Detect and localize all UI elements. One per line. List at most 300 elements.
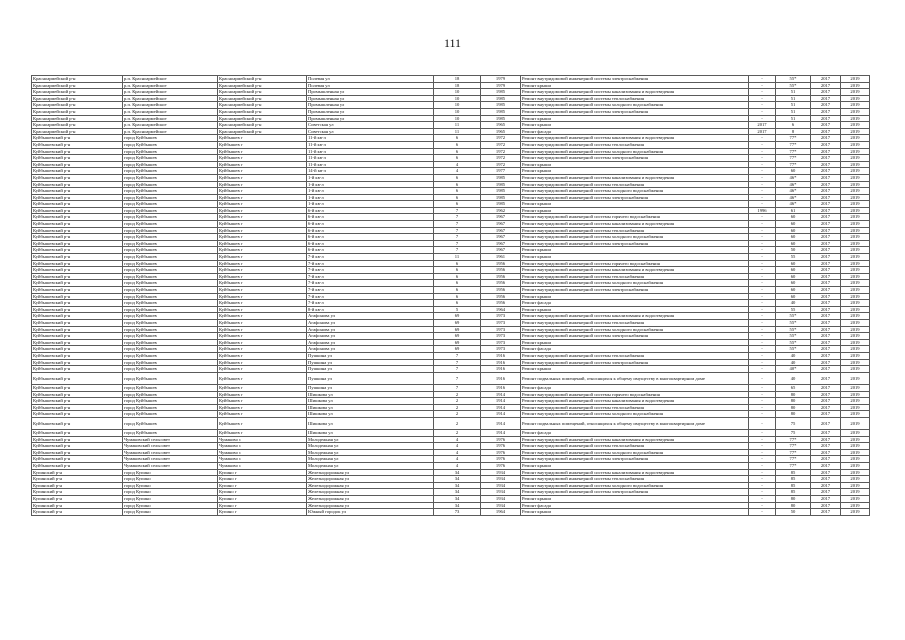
cell-house: 69: [434, 339, 481, 346]
cell-house: 4: [434, 161, 481, 168]
table-row: [32, 227, 870, 234]
cell-year-a: -: [749, 214, 776, 221]
cell-year-a: -: [749, 82, 776, 89]
cell-year-built: 1914: [481, 430, 521, 437]
cell-year-to: 2019: [841, 240, 870, 247]
cell-year-from: 2017: [811, 240, 841, 247]
cell-year-b: 40: [776, 359, 811, 366]
cell-street: Шишкова ул: [307, 404, 434, 411]
cell-year-a: -: [749, 509, 776, 516]
table-row: [32, 300, 870, 307]
cell-settlement: город Куйбышев: [123, 430, 218, 437]
cell-street: 7-й кв-л: [307, 300, 434, 307]
cell-municipality: Чумаково с: [218, 443, 307, 450]
cell-settlement: р.п. Красноармейское: [123, 128, 218, 135]
cell-house: 34: [434, 469, 481, 476]
cell-work-type: Ремонт внутридомовой инженерной системы канализования и водоотведения: [521, 174, 749, 181]
cell-municipality: Куйбышев г: [218, 174, 307, 181]
cell-house: 34: [434, 489, 481, 496]
cell-district: Красноармейский р-н: [32, 102, 123, 109]
cell-house: 2: [434, 404, 481, 411]
table-row: [32, 509, 870, 516]
table-row: [32, 148, 870, 155]
cell-year-a: -: [749, 201, 776, 208]
cell-municipality: Чумаково с: [218, 449, 307, 456]
cell-settlement: город Купино: [123, 502, 218, 509]
cell-year-to: 2019: [841, 108, 870, 115]
cell-year-from: 2017: [811, 509, 841, 516]
cell-settlement: город Купино: [123, 469, 218, 476]
cell-work-type: Ремонт внутридомовой инженерной системы канализования и водоотведения: [521, 89, 749, 96]
cell-year-a: -: [749, 456, 776, 463]
cell-year-to: 2019: [841, 319, 870, 326]
cell-year-b: 46*: [776, 181, 811, 188]
cell-street: Агафонова ул: [307, 326, 434, 333]
cell-year-from: 2017: [811, 128, 841, 135]
cell-settlement: город Куйбышев: [123, 352, 218, 359]
cell-house: 11: [434, 254, 481, 261]
cell-year-built: 1972: [481, 148, 521, 155]
table-row: [32, 168, 870, 175]
cell-year-a: -: [749, 489, 776, 496]
cell-year-built: 1916: [481, 352, 521, 359]
cell-year-from: 2017: [811, 306, 841, 313]
cell-work-type: Ремонт внутридомовой инженерной системы теплоснабжения: [521, 476, 749, 483]
cell-year-b: 60: [776, 214, 811, 221]
cell-year-b: 51: [776, 89, 811, 96]
cell-district: Купинский р-н: [32, 476, 123, 483]
cell-work-type: Ремонт внутридомовой инженерной системы электроснабжения: [521, 108, 749, 115]
cell-year-from: 2017: [811, 148, 841, 155]
cell-year-from: 2017: [811, 280, 841, 287]
cell-district: Куйбышевский р-н: [32, 300, 123, 307]
cell-municipality: Красноармейский р-н: [218, 122, 307, 129]
cell-year-built: 1934: [481, 476, 521, 483]
table-row: [32, 411, 870, 418]
cell-street: 11-й кв-л: [307, 148, 434, 155]
cell-year-a: -: [749, 384, 776, 391]
cell-house: 6: [434, 293, 481, 300]
cell-district: Купинский р-н: [32, 509, 123, 516]
cell-year-to: 2019: [841, 502, 870, 509]
cell-municipality: Куйбышев г: [218, 135, 307, 142]
cell-year-b: 55*: [776, 313, 811, 320]
cell-district: Красноармейский р-н: [32, 128, 123, 135]
cell-year-built: 1979: [481, 82, 521, 89]
cell-year-b: 80: [776, 496, 811, 503]
cell-street: 11-й кв-л: [307, 141, 434, 148]
cell-year-built: 1972: [481, 161, 521, 168]
cell-year-b: 60: [776, 273, 811, 280]
cell-settlement: город Куйбышев: [123, 280, 218, 287]
cell-year-from: 2017: [811, 449, 841, 456]
cell-year-a: -: [749, 313, 776, 320]
cell-district: Куйбышевский р-н: [32, 240, 123, 247]
cell-year-to: 2019: [841, 161, 870, 168]
cell-street: 6-й кв-л: [307, 214, 434, 221]
cell-year-from: 2017: [811, 359, 841, 366]
cell-year-built: 1965: [481, 122, 521, 129]
cell-year-b: 85: [776, 476, 811, 483]
cell-work-type: Ремонт внутридомовой инженерной системы канализования и водоотведения: [521, 313, 749, 320]
cell-year-from: 2017: [811, 247, 841, 254]
cell-year-from: 2017: [811, 82, 841, 89]
cell-street: Полевая ул: [307, 82, 434, 89]
cell-year-to: 2019: [841, 443, 870, 450]
cell-work-type: Ремонт внутридомовой инженерной системы холодного водоснабжения: [521, 411, 749, 418]
cell-street: Советская ул: [307, 128, 434, 135]
cell-year-b: 60: [776, 287, 811, 294]
cell-year-a: -: [749, 141, 776, 148]
cell-year-b: 55*: [776, 319, 811, 326]
cell-year-built: 1985: [481, 115, 521, 122]
cell-year-built: 1973: [481, 333, 521, 340]
cell-year-built: 1976: [481, 436, 521, 443]
cell-year-a: 1996: [749, 207, 776, 214]
cell-work-type: Ремонт внутридомовой инженерной системы канализования и водоотведения: [521, 221, 749, 228]
cell-year-to: 2019: [841, 201, 870, 208]
cell-settlement: город Купино: [123, 482, 218, 489]
cell-year-b: 8: [776, 128, 811, 135]
cell-year-to: 2019: [841, 430, 870, 437]
cell-settlement: город Куйбышев: [123, 188, 218, 195]
cell-house: 6: [434, 135, 481, 142]
cell-year-b: 55*: [776, 82, 811, 89]
cell-street: 1-й кв-л: [307, 201, 434, 208]
cell-year-to: 2019: [841, 482, 870, 489]
cell-settlement: город Куйбышев: [123, 287, 218, 294]
cell-house: 2: [434, 398, 481, 405]
cell-house: 69: [434, 319, 481, 326]
cell-year-to: 2019: [841, 148, 870, 155]
cell-year-built: 1972: [481, 135, 521, 142]
cell-year-from: 2017: [811, 194, 841, 201]
cell-work-type: Ремонт внутридомовой инженерной системы холодного водоснабжения: [521, 148, 749, 155]
cell-year-to: 2019: [841, 254, 870, 261]
cell-year-b: 60: [776, 280, 811, 287]
cell-house: 7: [434, 384, 481, 391]
cell-year-from: 2017: [811, 417, 841, 429]
cell-settlement: р.п. Красноармейское: [123, 115, 218, 122]
table-row: [32, 333, 870, 340]
cell-year-from: 2017: [811, 168, 841, 175]
cell-district: Куйбышевский р-н: [32, 411, 123, 418]
cell-year-b: 60: [776, 293, 811, 300]
cell-street: 7-й кв-л: [307, 293, 434, 300]
cell-settlement: Чумаковский сельсовет: [123, 436, 218, 443]
cell-year-a: -: [749, 366, 776, 373]
cell-year-a: -: [749, 280, 776, 287]
cell-settlement: город Куйбышев: [123, 366, 218, 373]
cell-year-to: 2019: [841, 128, 870, 135]
cell-district: Куйбышевский р-н: [32, 404, 123, 411]
cell-street: Шишкова ул: [307, 398, 434, 405]
cell-year-from: 2017: [811, 430, 841, 437]
cell-district: Красноармейский р-н: [32, 115, 123, 122]
cell-street: 6-й кв-л: [307, 240, 434, 247]
cell-year-b: 6: [776, 122, 811, 129]
cell-year-built: 1973: [481, 319, 521, 326]
table-row: [32, 89, 870, 96]
cell-year-to: 2019: [841, 449, 870, 456]
cell-house: 34: [434, 482, 481, 489]
cell-municipality: Куйбышев г: [218, 339, 307, 346]
cell-municipality: Куйбышев г: [218, 273, 307, 280]
cell-year-from: 2017: [811, 333, 841, 340]
cell-street: Железнодорожная ул: [307, 489, 434, 496]
cell-settlement: город Куйбышев: [123, 221, 218, 228]
cell-work-type: Ремонт крыши: [521, 122, 749, 129]
cell-settlement: город Куйбышев: [123, 398, 218, 405]
cell-district: Красноармейский р-н: [32, 95, 123, 102]
cell-house: 6: [434, 188, 481, 195]
table-row: [32, 115, 870, 122]
cell-year-a: -: [749, 267, 776, 274]
cell-work-type: Ремонт фасада: [521, 430, 749, 437]
cell-settlement: город Куйбышев: [123, 214, 218, 221]
cell-work-type: Ремонт внутридомовой инженерной системы холодного водоснабжения: [521, 280, 749, 287]
table-row: [32, 417, 870, 429]
cell-year-to: 2019: [841, 509, 870, 516]
cell-settlement: город Куйбышев: [123, 161, 218, 168]
cell-district: Куйбышевский р-н: [32, 201, 123, 208]
cell-municipality: Куйбышев г: [218, 404, 307, 411]
cell-street: 7-й кв-л: [307, 273, 434, 280]
cell-year-b: 80: [776, 391, 811, 398]
cell-year-built: 1916: [481, 372, 521, 384]
table-row: [32, 384, 870, 391]
cell-street: Железнодорожная ул: [307, 469, 434, 476]
cell-work-type: Ремонт внутридомовой инженерной системы теплоснабжения: [521, 95, 749, 102]
cell-year-b: 55: [776, 306, 811, 313]
cell-municipality: Куйбышев г: [218, 194, 307, 201]
cell-year-a: -: [749, 108, 776, 115]
cell-street: Железнодорожная ул: [307, 496, 434, 503]
cell-work-type: Ремонт внутридомовой инженерной системы электроснабжения: [521, 333, 749, 340]
cell-district: Куйбышевский р-н: [32, 234, 123, 241]
cell-settlement: город Куйбышев: [123, 267, 218, 274]
cell-year-b: 75: [776, 417, 811, 429]
cell-settlement: город Куйбышев: [123, 384, 218, 391]
cell-year-from: 2017: [811, 287, 841, 294]
cell-house: 6: [434, 201, 481, 208]
cell-street: 11-й кв-л: [307, 155, 434, 162]
cell-settlement: город Куйбышев: [123, 404, 218, 411]
cell-street: Шишкова ул: [307, 391, 434, 398]
cell-year-b: 60: [776, 168, 811, 175]
cell-house: 7: [434, 352, 481, 359]
cell-year-built: 1965: [481, 128, 521, 135]
cell-house: 4: [434, 443, 481, 450]
cell-year-to: 2019: [841, 214, 870, 221]
cell-street: Молодежная ул: [307, 456, 434, 463]
cell-district: Куйбышевский р-н: [32, 135, 123, 142]
cell-year-a: -: [749, 319, 776, 326]
cell-work-type: Ремонт внутридомовой инженерной системы электроснабжения: [521, 287, 749, 294]
table-row: [32, 436, 870, 443]
cell-year-from: 2017: [811, 122, 841, 129]
table-row: [32, 449, 870, 456]
cell-year-b: 80: [776, 404, 811, 411]
cell-year-a: -: [749, 240, 776, 247]
cell-work-type: Ремонт внутридомовой инженерной системы электроснабжения: [521, 76, 749, 83]
table-row: [32, 76, 870, 83]
cell-street: Полевая ул: [307, 76, 434, 83]
cell-house: 6: [434, 267, 481, 274]
cell-district: Куйбышевский р-н: [32, 254, 123, 261]
cell-year-to: 2019: [841, 352, 870, 359]
cell-year-a: -: [749, 247, 776, 254]
cell-year-built: 1967: [481, 247, 521, 254]
cell-year-b: 77*: [776, 443, 811, 450]
cell-year-to: 2019: [841, 207, 870, 214]
cell-year-b: 60: [776, 240, 811, 247]
cell-year-a: -: [749, 95, 776, 102]
cell-municipality: Купино г: [218, 509, 307, 516]
cell-year-built: 1956: [481, 287, 521, 294]
table-row: [32, 267, 870, 274]
cell-year-from: 2017: [811, 95, 841, 102]
cell-work-type: Ремонт крыши: [521, 366, 749, 373]
table-row: [32, 489, 870, 496]
cell-municipality: Купино г: [218, 476, 307, 483]
cell-year-b: 77*: [776, 161, 811, 168]
cell-year-to: 2019: [841, 181, 870, 188]
cell-settlement: город Куйбышев: [123, 135, 218, 142]
cell-year-a: -: [749, 221, 776, 228]
cell-settlement: город Куйбышев: [123, 201, 218, 208]
cell-work-type: Ремонт внутридомовой инженерной системы холодного водоснабжения: [521, 188, 749, 195]
cell-street: 14-й кв-л: [307, 168, 434, 175]
cell-work-type: Ремонт внутридомовой инженерной системы теплоснабжения: [521, 443, 749, 450]
cell-municipality: Куйбышев г: [218, 346, 307, 353]
cell-district: Куйбышевский р-н: [32, 181, 123, 188]
cell-year-to: 2019: [841, 115, 870, 122]
cell-year-b: 51: [776, 108, 811, 115]
cell-year-a: -: [749, 102, 776, 109]
cell-year-b: 51: [776, 115, 811, 122]
cell-district: Куйбышевский р-н: [32, 293, 123, 300]
cell-year-built: 1956: [481, 267, 521, 274]
cell-district: Куйбышевский р-н: [32, 174, 123, 181]
cell-district: Куйбышевский р-н: [32, 352, 123, 359]
cell-year-built: 1914: [481, 404, 521, 411]
cell-year-from: 2017: [811, 456, 841, 463]
cell-street: 6-й кв-л: [307, 227, 434, 234]
cell-settlement: город Куйбышев: [123, 333, 218, 340]
cell-house: 10: [434, 89, 481, 96]
cell-year-from: 2017: [811, 352, 841, 359]
cell-year-built: 1976: [481, 456, 521, 463]
cell-year-from: 2017: [811, 201, 841, 208]
table-row: [32, 456, 870, 463]
cell-municipality: Куйбышев г: [218, 300, 307, 307]
cell-year-a: -: [749, 234, 776, 241]
table-row: [32, 346, 870, 353]
cell-work-type: Ремонт внутридомовой инженерной системы теплоснабжения: [521, 227, 749, 234]
cell-year-a: -: [749, 436, 776, 443]
cell-house: 7: [434, 240, 481, 247]
cell-year-a: 2017: [749, 128, 776, 135]
cell-work-type: Ремонт внутридомовой инженерной системы горячего водоснабжения: [521, 214, 749, 221]
cell-year-a: -: [749, 496, 776, 503]
cell-year-to: 2019: [841, 221, 870, 228]
table-row: [32, 359, 870, 366]
cell-work-type: Ремонт внутридомовой инженерной системы холодного водоснабжения: [521, 102, 749, 109]
cell-municipality: Куйбышев г: [218, 366, 307, 373]
cell-year-to: 2019: [841, 227, 870, 234]
cell-year-built: 1967: [481, 234, 521, 241]
cell-year-to: 2019: [841, 287, 870, 294]
cell-year-a: -: [749, 135, 776, 142]
cell-settlement: город Куйбышев: [123, 319, 218, 326]
cell-house: 4: [434, 168, 481, 175]
cell-year-a: -: [749, 300, 776, 307]
cell-work-type: Ремонт внутридомовой инженерной системы канализования и водоотведения: [521, 398, 749, 405]
cell-municipality: Куйбышев г: [218, 313, 307, 320]
cell-year-from: 2017: [811, 254, 841, 261]
cell-year-b: 55: [776, 254, 811, 261]
cell-year-b: 60: [776, 267, 811, 274]
cell-work-type: Ремонт фасада: [521, 128, 749, 135]
cell-year-a: -: [749, 254, 776, 261]
cell-year-b: 85: [776, 489, 811, 496]
cell-street: Советская ул: [307, 122, 434, 129]
cell-year-from: 2017: [811, 300, 841, 307]
cell-year-built: 1914: [481, 417, 521, 429]
cell-municipality: Чумаково с: [218, 456, 307, 463]
cell-work-type: Ремонт фасада: [521, 300, 749, 307]
cell-year-a: -: [749, 89, 776, 96]
cell-district: Куйбышевский р-н: [32, 398, 123, 405]
cell-district: Куйбышевский р-н: [32, 359, 123, 366]
cell-year-to: 2019: [841, 404, 870, 411]
cell-year-a: -: [749, 443, 776, 450]
cell-year-a: -: [749, 76, 776, 83]
cell-year-from: 2017: [811, 181, 841, 188]
cell-street: Агафонова ул: [307, 339, 434, 346]
cell-year-b: 60: [776, 234, 811, 241]
cell-year-built: 1914: [481, 391, 521, 398]
cell-year-to: 2019: [841, 293, 870, 300]
cell-municipality: Купино г: [218, 482, 307, 489]
cell-year-b: 40: [776, 372, 811, 384]
cell-house: 7: [434, 372, 481, 384]
cell-district: Куйбышевский р-н: [32, 247, 123, 254]
cell-year-from: 2017: [811, 404, 841, 411]
cell-work-type: Ремонт фасада: [521, 346, 749, 353]
cell-year-to: 2019: [841, 436, 870, 443]
cell-year-from: 2017: [811, 76, 841, 83]
cell-year-built: 1985: [481, 194, 521, 201]
cell-house: 6: [434, 287, 481, 294]
cell-year-to: 2019: [841, 384, 870, 391]
cell-district: Куйбышевский р-н: [32, 417, 123, 429]
cell-settlement: город Куйбышев: [123, 254, 218, 261]
cell-district: Куйбышевский р-н: [32, 260, 123, 267]
cell-municipality: Красноармейский р-н: [218, 82, 307, 89]
cell-street: Железнодорожная ул: [307, 476, 434, 483]
cell-year-a: -: [749, 148, 776, 155]
cell-settlement: город Куйбышев: [123, 194, 218, 201]
cell-settlement: р.п. Красноармейское: [123, 122, 218, 129]
cell-house: 4: [434, 436, 481, 443]
cell-municipality: Куйбышев г: [218, 201, 307, 208]
cell-year-b: 50: [776, 247, 811, 254]
cell-house: 10: [434, 115, 481, 122]
cell-district: Куйбышевский р-н: [32, 155, 123, 162]
cell-year-to: 2019: [841, 234, 870, 241]
